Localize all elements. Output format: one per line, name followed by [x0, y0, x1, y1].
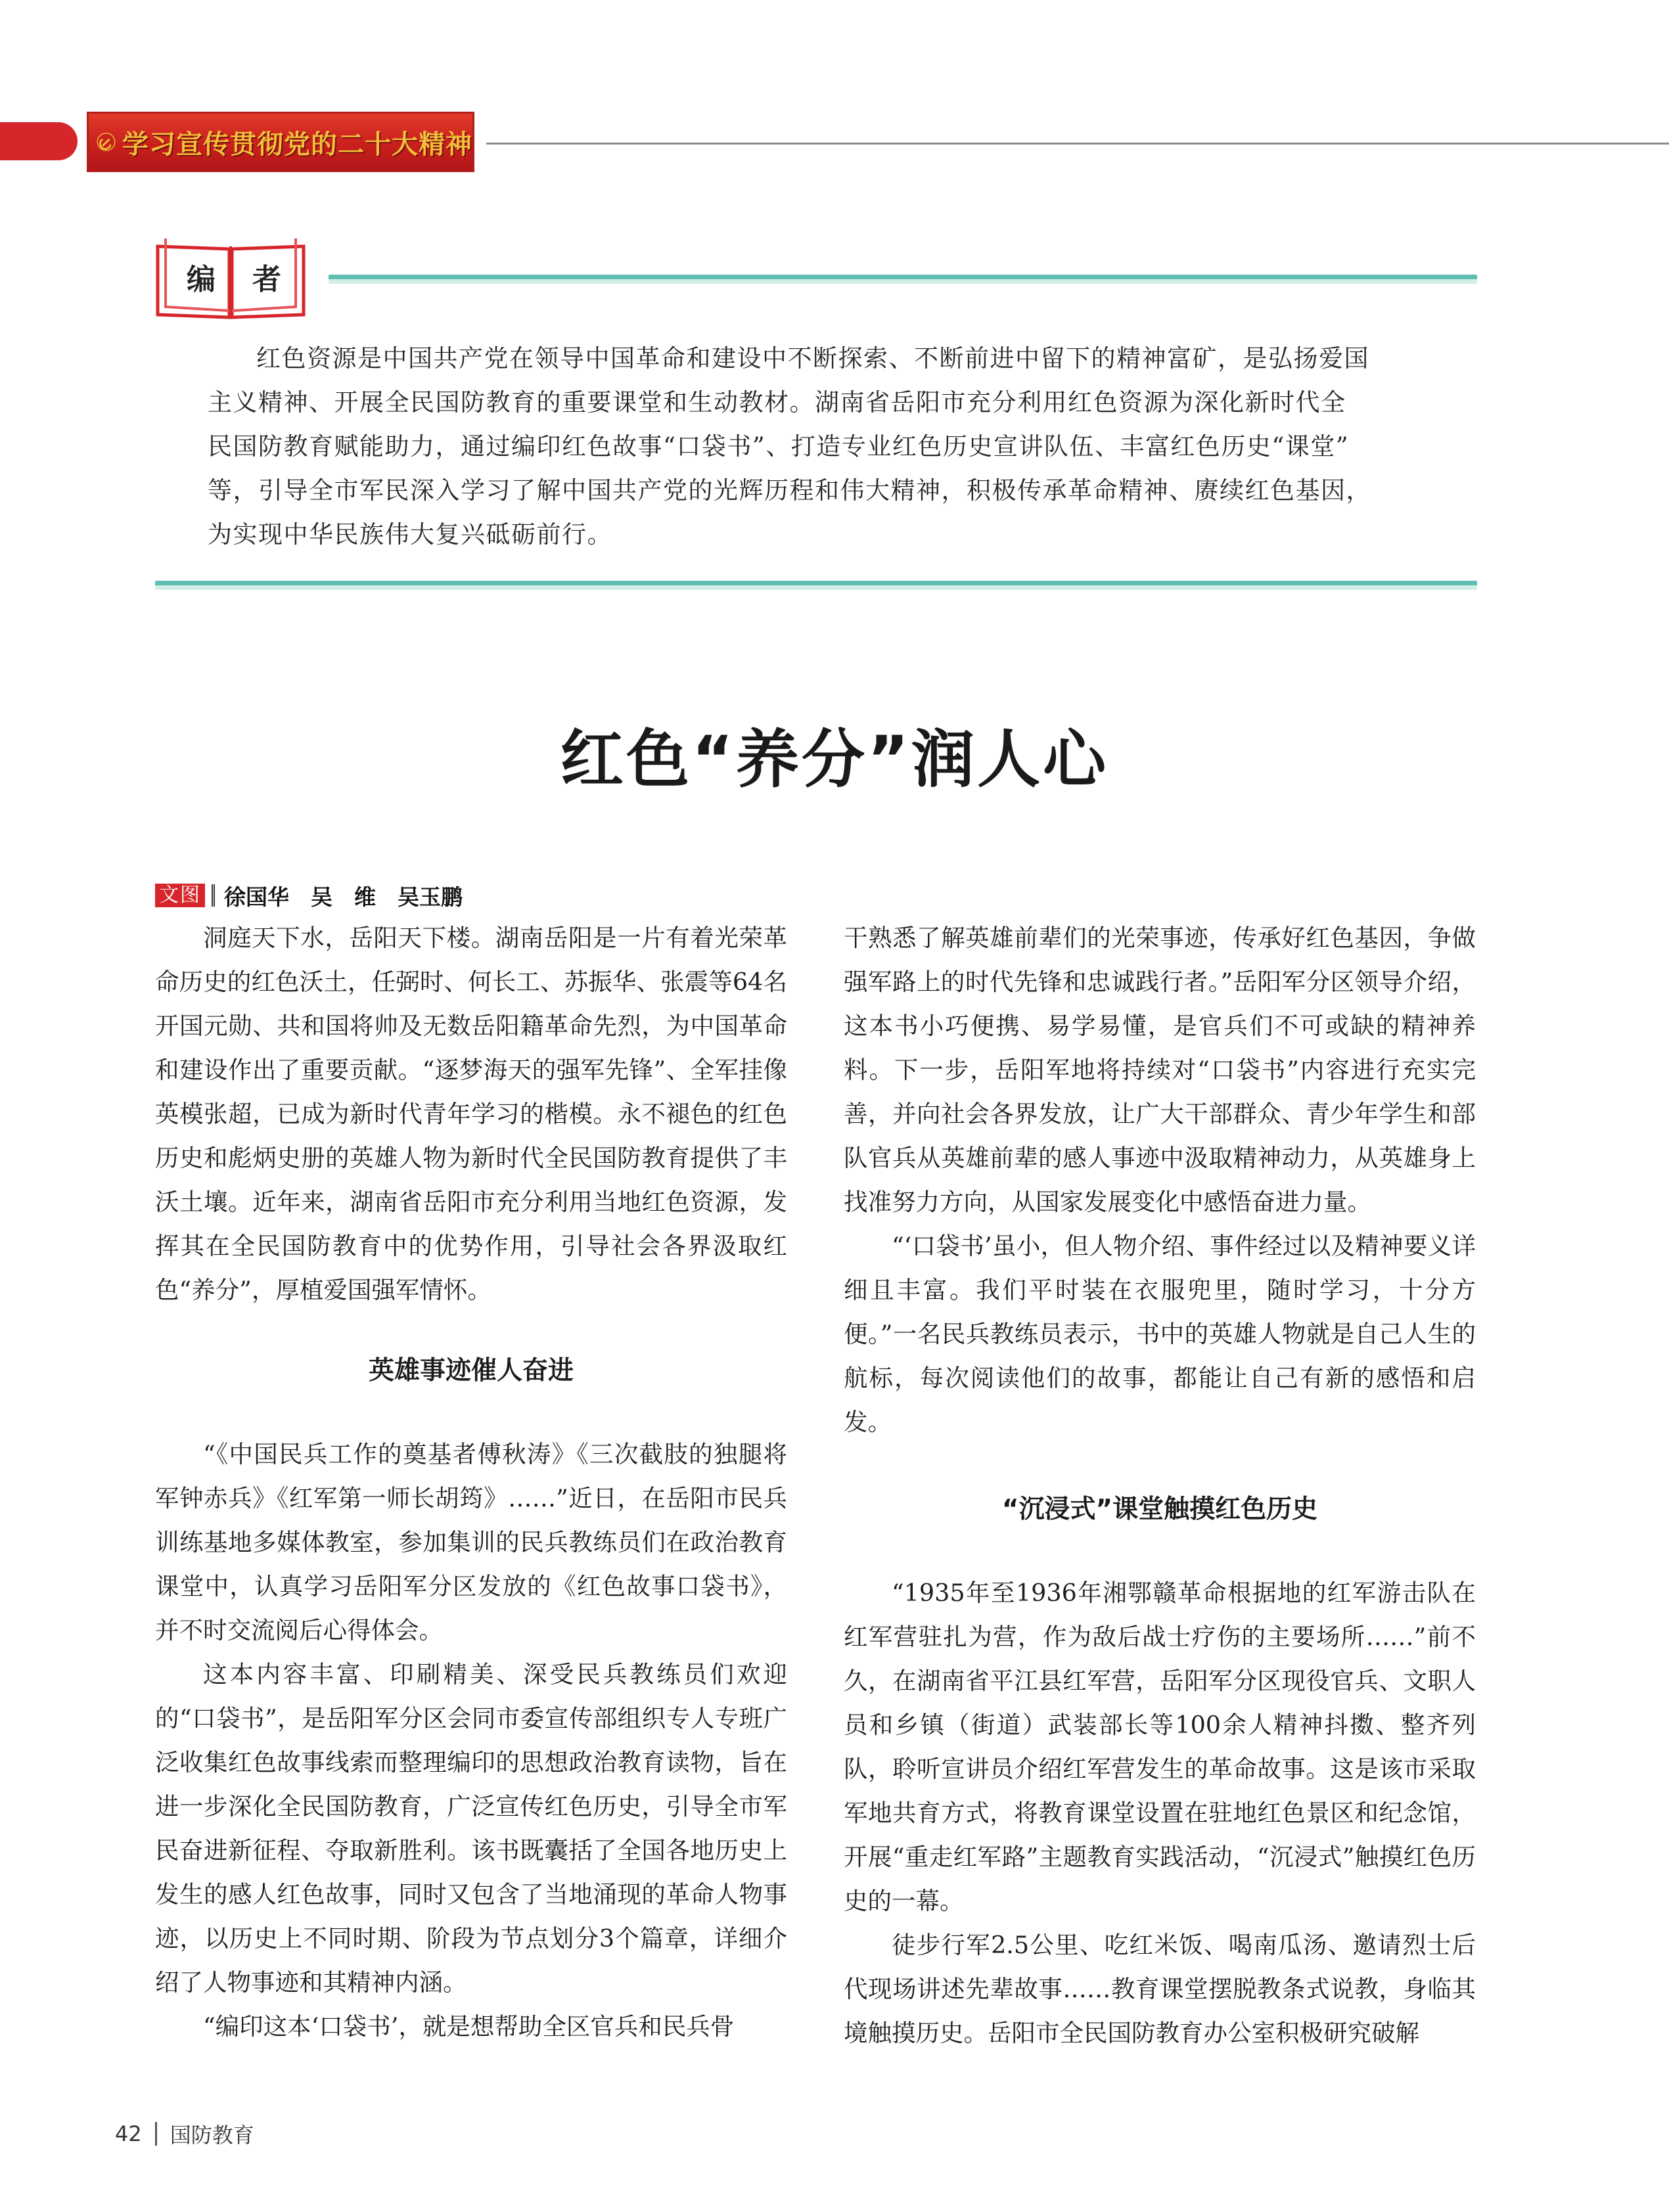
- editor-note-top-rule: [329, 275, 1477, 284]
- paragraph: 洞庭天下水，岳阳天下楼。湖南岳阳是一片有着光荣革命历史的红色沃土，任弼时、何长工、苏振华、张震等64名开国元勋、共和国将帅及无数岳阳籍革命先烈，为中国革命和建设作出了重要贡献。“逐梦海天的强军先锋”、全军挂像英模张超，已成为新时代青年学习的楷模。永不褪色的红色历史和彪炳史册的英雄人物为新时代全民国防教育提供了丰沃土壤。近年来，湖南省岳阳市充分利用当地红色资源，发挥其在全民国防教育中的优势作用，引导社会各界汲取红色“养分”，厚植爱国强军情怀。: [155, 924, 787, 1304]
- section-heading: “沉浸式”课堂触摸红色历史: [1001, 1495, 1318, 1524]
- editor-label-left: 编: [187, 263, 216, 296]
- page-number: 42: [115, 2121, 142, 2146]
- magazine-name: 国防教育: [170, 2123, 254, 2148]
- header-red-tab: [0, 122, 78, 160]
- paragraph: 徒步行军2.5公里、吃红米饭、喝南瓜汤、邀请烈士后代现场讲述先辈故事……教育课堂摆脱教条式说教，身临其境触摸历史。岳阳市全民国防教育办公室积极研究破解: [844, 1931, 1476, 2047]
- byline-divider: [212, 884, 215, 907]
- paragraph: “‘口袋书’虽小，但人物介绍、事件经过以及精神要义详细且丰富。我们平时装在衣服兜里，随时学习，十分方便。”一名民兵教练员表示，书中的英雄人物就是自己人生的航标，每次阅读他们的故事，都能让自己有新的感悟和启发。: [844, 1232, 1476, 1436]
- header-rule: [486, 143, 1669, 145]
- editor-note-line: 民国防教育赋能助力，通过编印红色故事“口袋书”、打造专业红色历史宣讲队伍、丰富红色历史“课堂”: [208, 432, 1350, 461]
- section-heading: 英雄事迹催人奋进: [368, 1356, 574, 1386]
- paragraph: 干熟悉了解英雄前辈们的光荣事迹，传承好红色基因，争做强军路上的时代先锋和忠诚践行者。”岳阳军分区领导介绍，这本书小巧便携、易学易懂，是官兵们不可或缺的精神养料。下一步，岳阳军地将持续对“口袋书”内容进行充实完善，并向社会各界发放，让广大干部群众、青少年学生和部队官兵从英雄前辈的感人事迹中汲取精神动力，从英雄身上找准努力方向，从国家发展变化中感悟奋进力量。: [844, 924, 1476, 1216]
- banner-text: 学习宣传贯彻党的二十大精神: [122, 128, 472, 160]
- editor-note-line: 红色资源是中国共产党在领导中国革命和建设中不断探索、不断前进中留下的精神富矿，是弘扬爱国: [256, 344, 1369, 372]
- paragraph: “编印这本‘口袋书’，就是想帮助全区官兵和民兵骨: [203, 2012, 735, 2041]
- editor-note-text: [208, 336, 1413, 556]
- paragraph: “1935年至1936年湘鄂赣革命根据地的红军游击队在红军营驻扎为营，作为敌后战士疗伤的主要场所……”前不久，在湖南省平江县红军营，岳阳军分区现役官兵、文职人员和乡镇（街道）武装部长等100余人精神抖擞、整齐列队，聆听宣讲员介绍红军营发生的革命故事。这是该市采取军地共育方式，将教育课堂设置在驻地红色景区和纪念馆，开展“重走红军路”主题教育实践活动，“沉浸式”触摸红色历史的一幕。: [844, 1579, 1476, 1915]
- article-column-right: [844, 916, 1476, 2055]
- paragraph: 这本内容丰富、印刷精美、深受民兵教练员们欢迎的“口袋书”，是岳阳军分区会同市委宣传部组织专人专班广泛收集红色故事线索而整理编印的思想政治教育读物，旨在进一步深化全民国防教育，广泛宣传红色历史，引导全市军民奋进新征程、夺取新胜利。该书既囊括了全国各地历史上发生的感人红色故事，同时又包含了当地涌现的革命人物事迹，以历史上不同时期、阶段为节点划分3个篇章，详细介绍了人物事迹和其精神内涵。: [155, 1660, 787, 1997]
- editor-label-right: 者: [252, 263, 281, 296]
- article-title: 红色“养分”润人心: [560, 723, 1109, 796]
- footer-divider: [155, 2122, 157, 2146]
- byline-tag: 文图: [155, 884, 205, 907]
- page-footer: [115, 2119, 254, 2149]
- editor-note-bottom-rule: [155, 581, 1477, 590]
- section-banner: [87, 112, 474, 172]
- editor-note-book-icon: [155, 233, 306, 320]
- article-column-left: [155, 916, 787, 2048]
- editor-note-line: 为实现中华民族伟大复兴砥砺前行。: [208, 520, 612, 549]
- party-emblem-icon: [97, 127, 116, 156]
- paragraph: “《中国民兵工作的奠基者傅秋涛》《三次截肢的独腿将军钟赤兵》《红军第一师长胡筠》……”近日，在岳阳市民兵训练基地多媒体教室，参加集训的民兵教练员们在政治教育课堂中，认真学习岳阳军分区发放的《红色故事口袋书》，并不时交流阅后心得体会。: [155, 1440, 787, 1644]
- byline: [155, 879, 463, 912]
- editor-note-line: 等，引导全市军民深入学习了解中国共产党的光辉历程和伟大精神，积极传承革命精神、赓续红色基因，: [208, 476, 1371, 505]
- byline-authors: 徐国华 吴 维 吴玉鹏: [224, 884, 463, 910]
- editor-note-line: 主义精神、开展全民国防教育的重要课堂和生动教材。湖南省岳阳市充分利用红色资源为深化新时代全: [208, 388, 1346, 417]
